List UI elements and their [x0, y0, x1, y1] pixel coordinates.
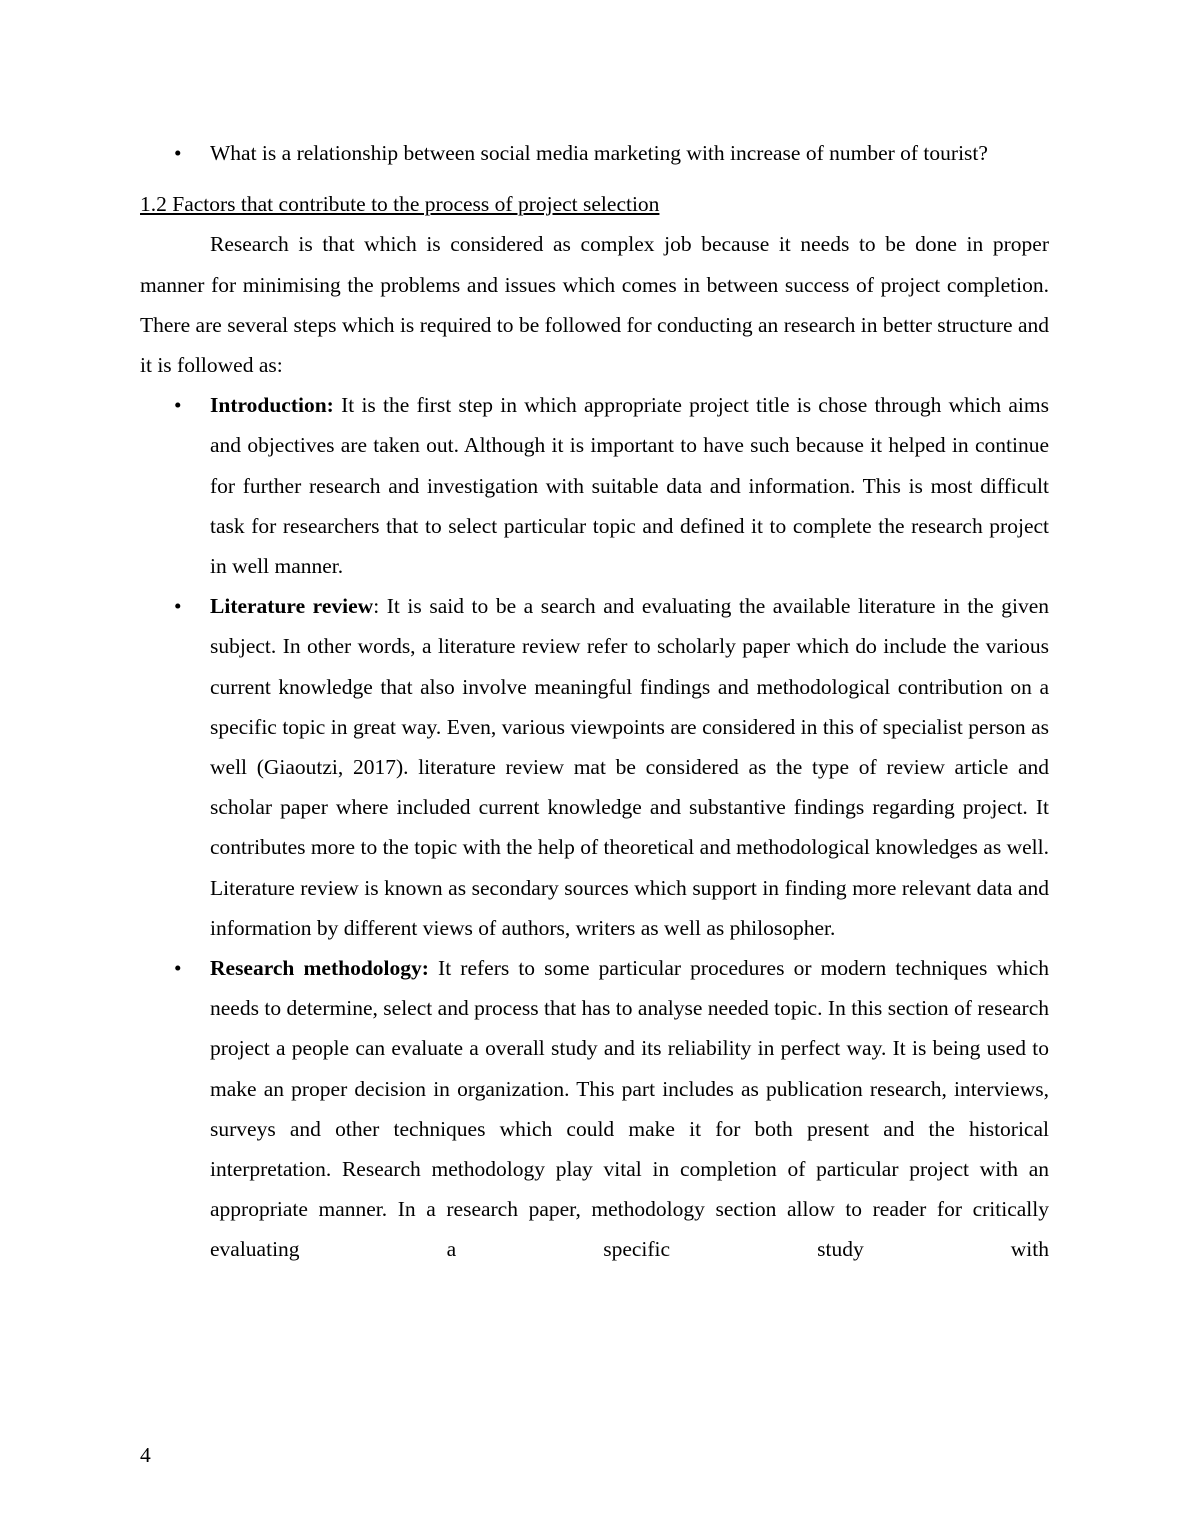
page-number: 4	[140, 1443, 151, 1467]
bullet-icon: •	[174, 594, 182, 619]
step-introduction	[140, 385, 1049, 586]
step-literature-review	[140, 586, 1049, 948]
step-text: It refers to some particular procedures or modern techniques which needs to determine, select and process that has to analyse needed topic. In this section of research project a people can evaluate a overall study and its reliability in perfect way. It is being used to make an proper decision in organization. This part includes as publication research, interviews, surveys and other techniques which could make it for both present and the historical interpretation. Research methodology play vital in completion of particular project with an appropriate manner. In a research paper, methodology section allow to reader for critically evaluating a specific study with	[210, 956, 1049, 1262]
research-question-bullet	[140, 133, 1049, 173]
document-body	[140, 133, 1049, 1270]
step-title: Research methodology:	[210, 956, 429, 981]
research-question-text: What is a relationship between social media marketing with increase of number of tourist?	[210, 141, 988, 165]
bullet-icon: •	[174, 956, 182, 981]
step-text: : It is said to be a search and evaluating the available literature in the given subject. In other words, a literature review refer to scholarly paper which do include the various current knowledge that also involve meaningful findings and methodological contribution on a specific topic in great way. Even, various viewpoints are considered in this of specialist person as well (Giaoutzi, 2017). literature review mat be considered as the type of review article and scholar paper where included current knowledge and substantive findings regarding project. It contributes more to the topic with the help of theoretical and methodological knowledges as well. Literature review is known as secondary sources which support in finding more relevant data and information by different views of authors, writers as well as philosopher.	[210, 594, 1049, 940]
section-heading: 1.2 Factors that contribute to the process of project selection	[140, 192, 660, 217]
step-title: Literature review	[210, 594, 374, 619]
step-research-methodology	[140, 948, 1049, 1270]
step-text: It is the first step in which appropriate project title is chose through which aims and objectives are taken out. Although it is important to have such because it helped in continue for further research and investigation with suitable data and information. This is most difficult task for researchers that to select particular topic and defined it to complete the research project in well manner.	[210, 393, 1049, 579]
bullet-icon: •	[174, 141, 182, 165]
step-title: Introduction:	[210, 393, 334, 418]
bullet-icon: •	[174, 393, 182, 418]
intro-paragraph: Research is that which is considered as complex job because it needs to be done in proper manner for minimising the problems and issues which comes in between success of project completion. There are several steps which is required to be followed for conducting an research in better structure and it is followed as:	[140, 232, 1049, 378]
